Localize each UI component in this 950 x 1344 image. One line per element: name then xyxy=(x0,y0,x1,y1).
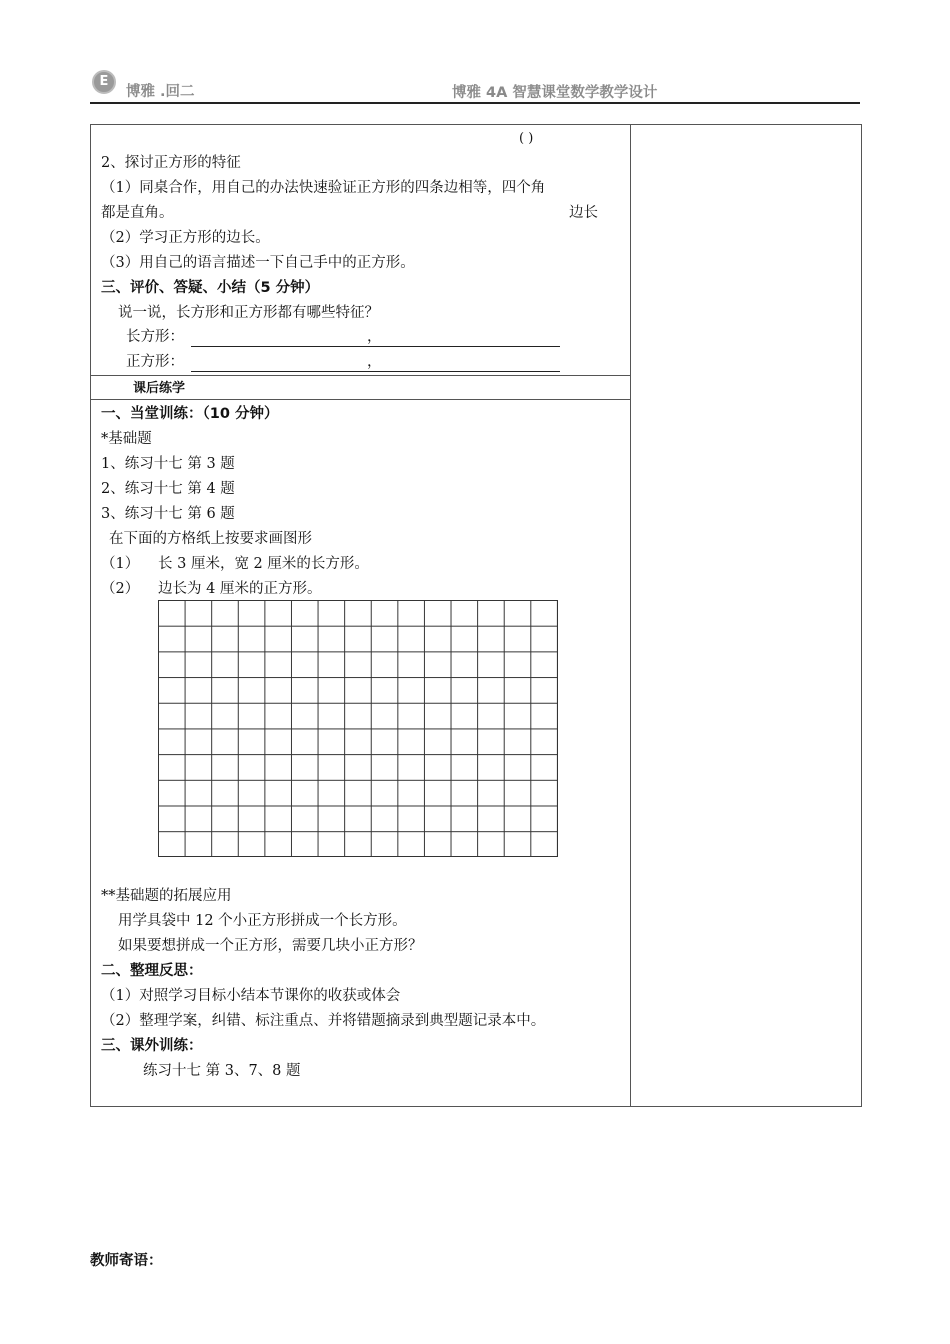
header-rule xyxy=(90,102,860,104)
teacher-message-label: 教师寄语： xyxy=(90,1253,163,1269)
section-bar-label: 课后练学 xyxy=(133,381,186,396)
side-note: 边长 xyxy=(569,205,598,221)
draw-2-text: 边长为 4 厘米的正方形。 xyxy=(158,581,322,597)
exercise-3: 3、练习十七 第 6 题 xyxy=(101,506,235,522)
rectangle-comma: ， xyxy=(367,329,382,345)
square-answer-line xyxy=(191,371,560,372)
section-3-title: 三、评价、答疑、小结（5 分钟） xyxy=(101,280,320,296)
answer-paren: ( ) xyxy=(519,131,534,146)
section-2-point-3: （3）用自己的语言描述一下自己手中的正方形。 xyxy=(101,255,415,271)
section-2-title: 2、探讨正方形的特征 xyxy=(101,155,241,171)
header-right-title: 博雅 4A 智慧课堂数学教学设计 xyxy=(452,85,658,101)
exercise-1: 1、练习十七 第 3 题 xyxy=(101,456,235,472)
section-2-point-2: （2）学习正方形的边长。 xyxy=(101,230,270,246)
rectangle-answer-line xyxy=(191,346,560,347)
row-divider-bottom xyxy=(90,399,631,400)
draw-1-text: 长 3 厘米，宽 2 厘米的长方形。 xyxy=(158,556,369,572)
logo-icon: E xyxy=(92,70,116,94)
draw-prompt: 在下面的方格纸上按要求画图形 xyxy=(109,531,312,547)
homework-text: 练习十七 第 3、7、8 题 xyxy=(143,1063,301,1079)
rectangle-label: 长方形： xyxy=(126,329,184,345)
training-title: 一、当堂训练：（10 分钟） xyxy=(101,406,279,422)
draw-1-number: （1） xyxy=(101,556,140,572)
square-comma: ， xyxy=(367,354,382,370)
row-divider-top xyxy=(90,375,631,376)
reflection-title: 二、整理反思： xyxy=(101,963,203,979)
draw-2-number: （2） xyxy=(101,581,140,597)
column-divider xyxy=(630,124,631,1107)
section-3-prompt: 说一说，长方形和正方形都有哪些特征？ xyxy=(118,305,379,321)
homework-title: 三、课外训练： xyxy=(101,1038,203,1054)
exercise-2: 2、练习十七 第 4 题 xyxy=(101,481,235,497)
grid-paper[interactable] xyxy=(158,600,558,857)
section-2-point-1b: 都是直角。 xyxy=(101,205,174,221)
reflection-2: （2）整理学案，纠错、标注重点、并将错题摘录到典型题记录本中。 xyxy=(101,1013,546,1029)
extension-line-1: 用学具袋中 12 个小正方形拼成一个长方形。 xyxy=(118,913,407,929)
basic-label: *基础题 xyxy=(101,431,152,447)
section-2-point-1a: （1）同桌合作，用自己的办法快速验证正方形的四条边相等，四个角 xyxy=(101,180,546,196)
header-left-title: 博雅 .回二 xyxy=(126,84,195,100)
reflection-1: （1）对照学习目标小结本节课你的收获或体会 xyxy=(101,988,401,1004)
square-label: 正方形： xyxy=(126,354,184,370)
page-header xyxy=(90,68,860,104)
extension-title: **基础题的拓展应用 xyxy=(101,888,232,904)
extension-line-2: 如果要想拼成一个正方形，需要几块小正方形？ xyxy=(118,938,423,954)
